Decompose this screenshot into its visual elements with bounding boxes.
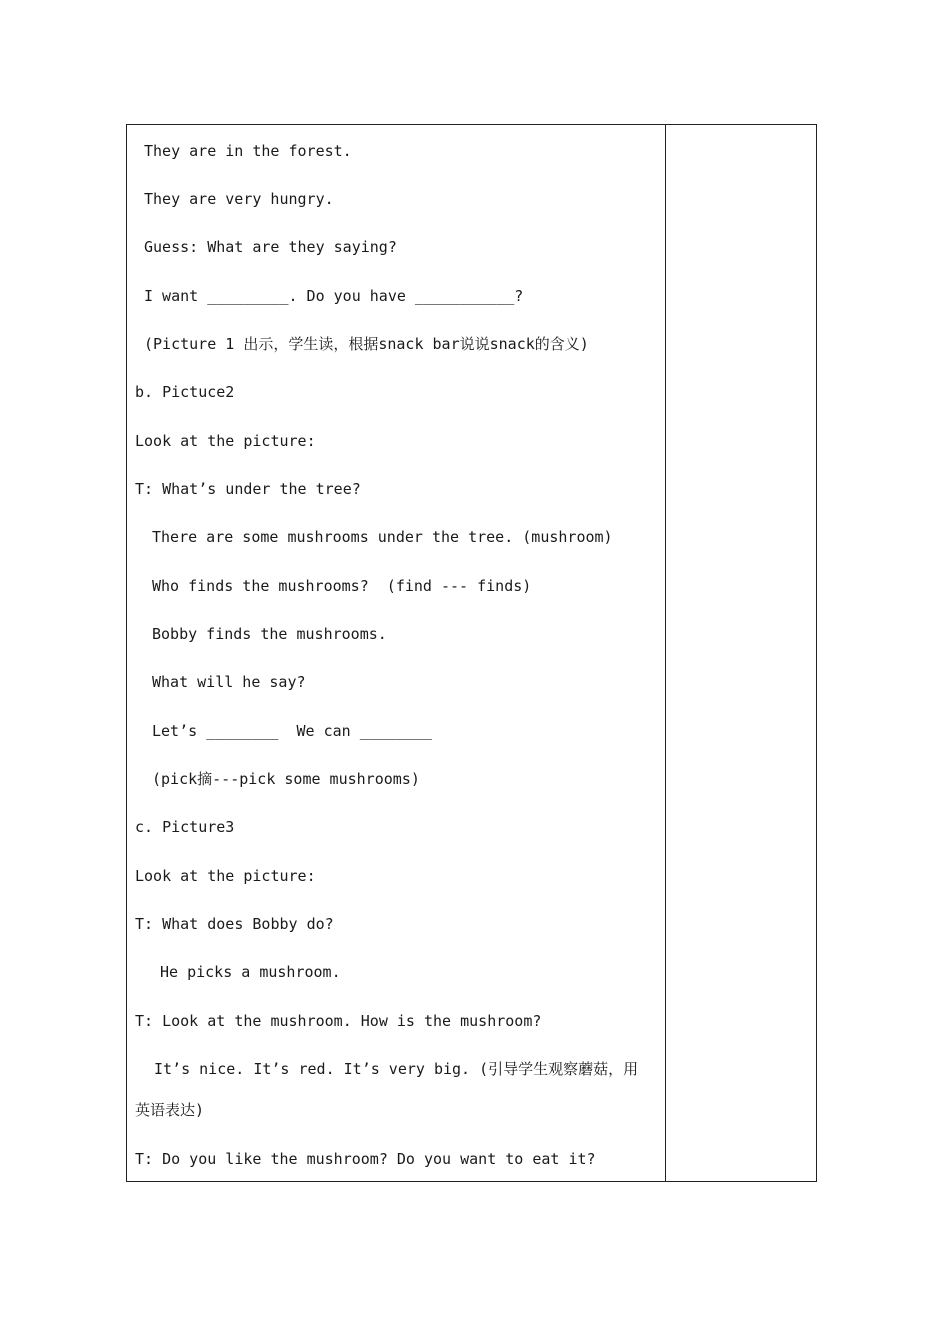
text-line: (pick摘---pick some mushrooms)	[152, 770, 420, 788]
text-line: They are very hungry.	[144, 190, 334, 208]
text-line: T: What’s under the tree?	[135, 480, 361, 498]
text-line: T: What does Bobby do?	[135, 915, 334, 933]
text-line: Bobby finds the mushrooms.	[152, 625, 387, 643]
text-line: There are some mushrooms under the tree. (mushroom)	[152, 528, 613, 546]
text-line: They are in the forest.	[144, 142, 352, 160]
text-line: He picks a mushroom.	[160, 963, 341, 981]
text-line: Look at the picture:	[135, 432, 316, 450]
text-line: 英语表达)	[135, 1101, 205, 1119]
text-line: Look at the picture:	[135, 867, 316, 885]
notes-column-cell	[666, 125, 816, 1181]
text-line: T: Look at the mushroom. How is the mushroom?	[135, 1012, 542, 1030]
text-line: Who finds the mushrooms? (find --- finds)	[152, 577, 532, 595]
text-line: Guess: What are they saying?	[144, 238, 397, 256]
text-line: I want _________. Do you have ___________?	[144, 287, 524, 305]
text-line: Let’s ________ We can ________	[152, 722, 432, 740]
text-line: What will he say?	[152, 673, 306, 691]
text-line: T: Do you like the mushroom? Do you want to eat it?	[135, 1150, 596, 1168]
text-line: b. Pictuce2	[135, 383, 235, 401]
text-line: (Picture 1 出示，学生读，根据snack bar说说snack的含义)	[144, 335, 589, 353]
text-line: It’s nice. It’s red. It’s very big. (引导学生观察蘑菇，用	[154, 1060, 639, 1078]
text-line: c. Picture3	[135, 818, 235, 836]
